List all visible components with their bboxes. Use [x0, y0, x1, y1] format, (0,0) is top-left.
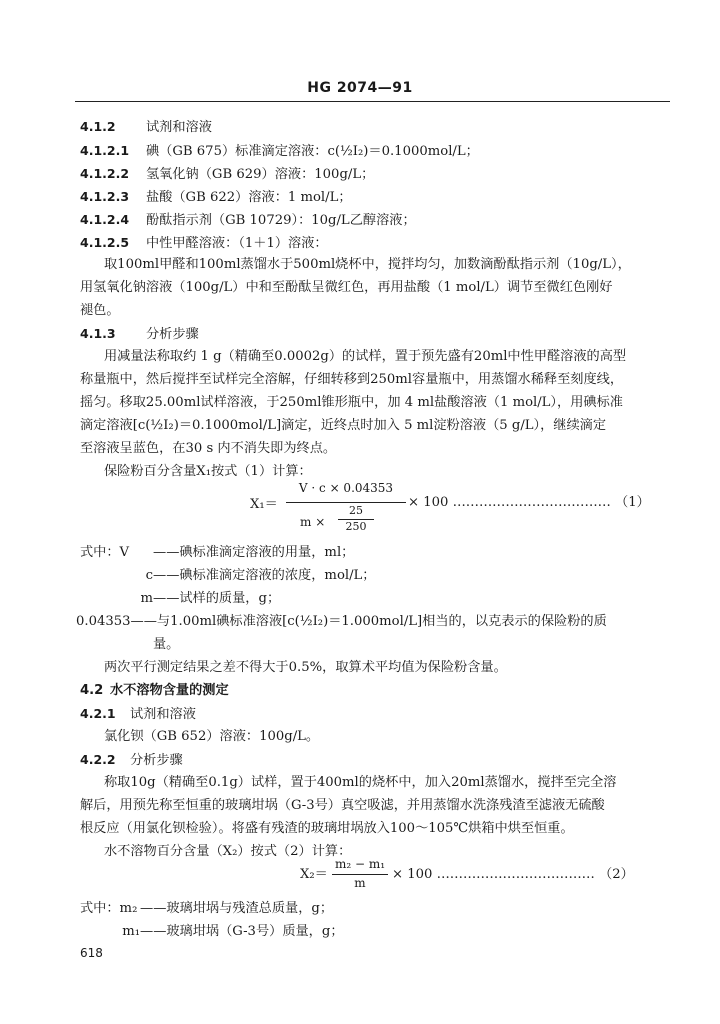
where-item: 式中：V ——碘标准滴定溶液的用量，ml； [80, 545, 355, 560]
where-item: 0.04353——与1.00ml碘标准溶液[c(½I₂)＝1.000mol/L]相当的，以克表示的保险粉的质 [76, 614, 607, 629]
section-4-1-2: 4.1.2 试剂和溶液 [80, 119, 212, 135]
paragraph-line: 用氢氧化钠溶液（100g/L）中和至酚酞呈微红色，再用盐酸（1 mol/L）调节至微红色刚好 [80, 280, 613, 295]
calc-intro-2: 水不溶物百分含量（X₂）按式（2）计算： [104, 844, 352, 859]
item-4-1-2-1: 4.1.2.1 碘（GB 675）标准滴定溶液：c(½I₂)＝0.1000mol/L； [80, 143, 479, 159]
formula2-tail: × 100 ……………………………… （2） [392, 867, 634, 882]
calc-intro-1: 保险粉百分含量X₁按式（1）计算： [104, 464, 312, 479]
paragraph-line: 滴定溶液[c(½I₂)＝0.1000mol/L]滴定，近终点时加入 5 ml淀粉溶液（5 g/L），继续滴定 [80, 418, 607, 433]
formula1-den-frac-den: 250 [345, 520, 367, 533]
item-4-1-2-5: 4.1.2.5 中性甲醛溶液：（1＋1）溶液： [80, 235, 328, 251]
formula1-fraction-bar [286, 502, 406, 503]
formula2-denominator: m [354, 876, 366, 890]
formula2-fraction-bar [332, 874, 388, 875]
formula1-tail: × 100 ……………………………… （1） [408, 495, 650, 510]
reagent-line: 氯化钡（GB 652）溶液：100g/L。 [104, 729, 320, 744]
formula1-lhs: X₁＝ [250, 497, 278, 512]
section-4-2-1: 4.2.1 试剂和溶液 [80, 706, 196, 722]
section-4-1-3: 4.1.3 分析步骤 [80, 326, 199, 342]
where-item: c——碘标准滴定溶液的浓度，mol/L； [145, 568, 376, 583]
document-code: HG 2074—91 [307, 80, 413, 96]
where-item: 式中：m₂ ——玻璃坩埚与残渣总质量，g； [80, 901, 334, 916]
paragraph-line: 取100ml甲醛和100ml蒸馏水于500ml烧杯中，搅拌均匀，加数滴酚酞指示剂（10g/L）， [104, 257, 631, 272]
section-4-2-2: 4.2.2 分析步骤 [80, 752, 183, 768]
header-rule [75, 101, 670, 102]
formula1-numerator: V · c × 0.04353 [298, 481, 394, 495]
where-item-continued: 量。 [153, 637, 180, 652]
item-4-1-2-4: 4.1.2.4 酚酞指示剂（GB 10729）：10g/L乙醇溶液； [80, 212, 416, 228]
item-4-1-2-3: 4.1.2.3 盐酸（GB 622）溶液：1 mol/L； [80, 189, 352, 205]
paragraph-line: 解后，用预先称至恒重的玻璃坩埚（G-3号）真空吸滤，并用蒸馏水洗涤残渣至滤液无硫酸 [80, 798, 605, 813]
paragraph-line: 两次平行测定结果之差不得大于0.5%，取算术平均值为保险粉含量。 [104, 660, 507, 675]
formula2-lhs: X₂＝ [300, 867, 328, 882]
paragraph-line: 褪色。 [80, 303, 120, 318]
section-4-2: 4.2 水不溶物含量的测定 [80, 683, 229, 698]
paragraph-line: 称量瓶中，然后搅拌至试样完全溶解，仔细转移到250ml容量瓶中，用蒸馏水稀释至刻度线， [80, 372, 624, 387]
paragraph-line: 根反应（用氯化钡检验）。将盛有残渣的玻璃坩埚放入100～105℃烘箱中烘至恒重。 [80, 821, 574, 836]
formula2-numerator: m₂ − m₁ [334, 857, 386, 871]
paragraph-line: 至溶液呈蓝色，在30 s 内不消失即为终点。 [80, 441, 337, 456]
formula1-den-frac-num: 25 [349, 504, 363, 517]
formula1-denominator-m: m × [300, 515, 326, 529]
item-4-1-2-2: 4.1.2.2 氢氧化钠（GB 629）溶液：100g/L； [80, 166, 375, 182]
where-item: m₁——玻璃坩埚（G-3号）质量，g； [122, 924, 344, 939]
paragraph-line: 摇匀。移取25.00ml试样溶液，于250ml锥形瓶中，加 4 ml盐酸溶液（1 mol/L），用碘标准 [80, 395, 623, 410]
paragraph-line: 称取10g（精确至0.1g）试样，置于400ml的烧杯中，加入20ml蒸馏水，搅拌至完全溶 [104, 775, 617, 790]
paragraph-line: 用减量法称取约 1 g（精确至0.0002g）的试样，置于预先盛有20ml中性甲醛溶液的高型 [104, 349, 627, 364]
where-item: m——试样的质量，g； [140, 591, 281, 606]
page-number: 618 [80, 946, 103, 960]
